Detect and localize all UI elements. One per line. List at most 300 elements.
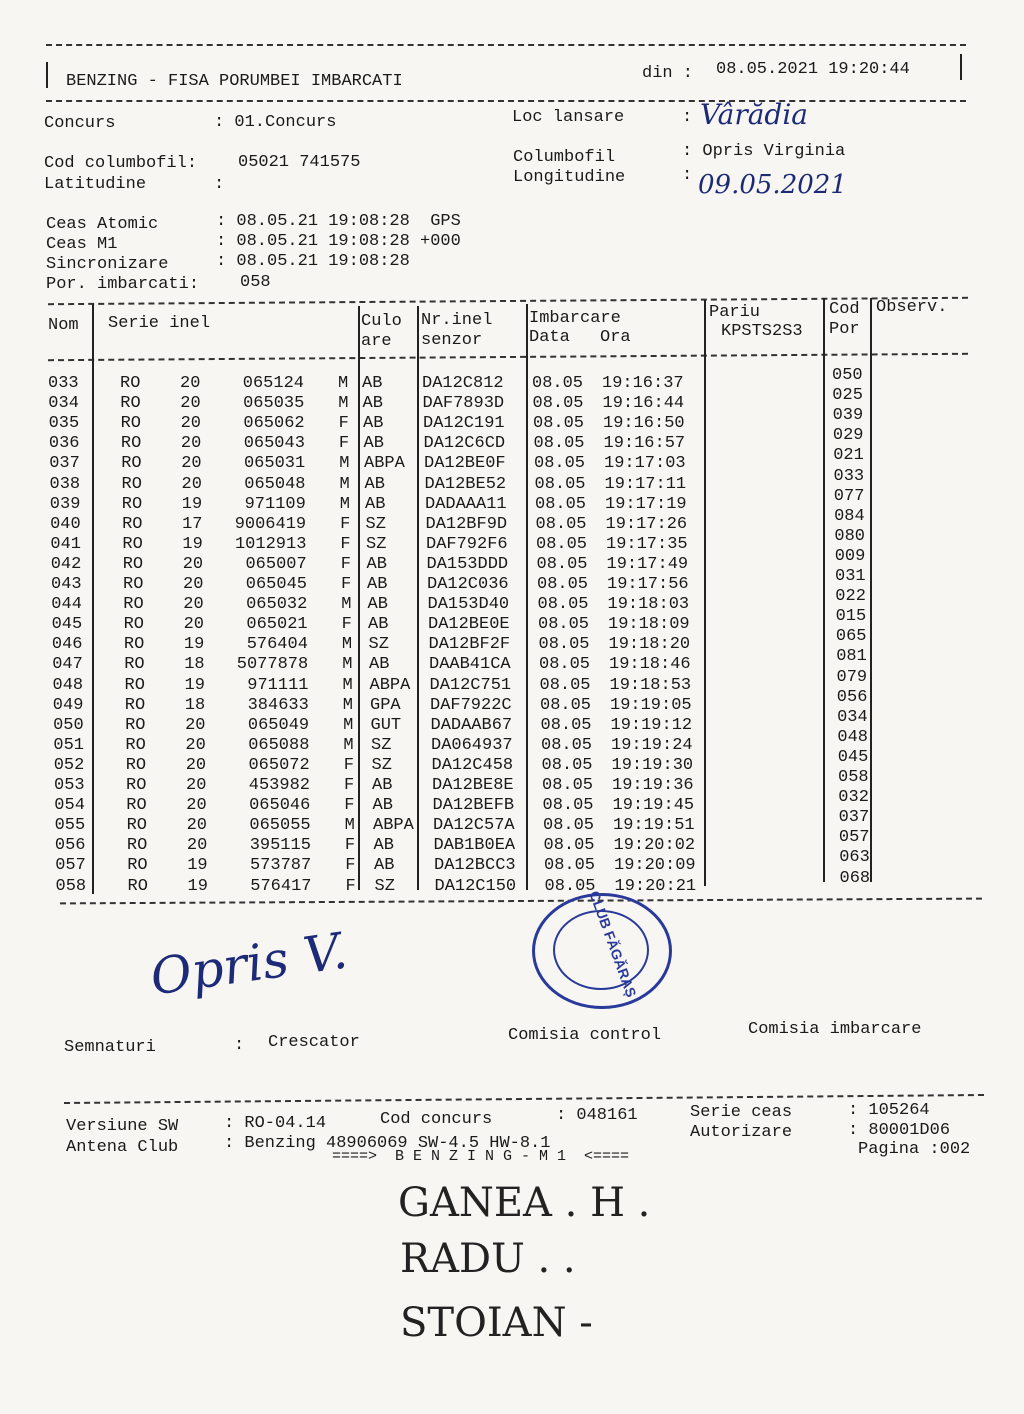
- table-row: [0, 466, 1024, 495]
- document-title: BENZING - FISA PORUMBEI IMBARCATI: [66, 72, 403, 91]
- cell-time: 19:17:03: [604, 454, 686, 474]
- cell-country: RO: [120, 374, 141, 393]
- cell-date: 08.05: [535, 494, 587, 514]
- cell-nom: 056: [54, 836, 86, 856]
- cell-country: RO: [120, 394, 141, 414]
- cell-date: 08.05: [537, 575, 589, 594]
- latitudine-value: :: [214, 175, 225, 194]
- sincronizare-value: : 08.05.21 19:08:28: [216, 252, 410, 271]
- table-row: [0, 848, 1024, 876]
- cell-date: 08.05: [543, 816, 595, 836]
- cell-time: 19:17:56: [607, 575, 689, 594]
- cell-ring-number: 065055: [249, 816, 311, 836]
- cell-sensor-ring: DA12C458: [431, 755, 514, 775]
- cell-ring-number: 065124: [242, 374, 304, 393]
- cell-cod-por: 022: [835, 587, 866, 607]
- cell-sensor-ring: DA064937: [431, 735, 513, 755]
- cell-color: AB: [368, 615, 389, 635]
- cell-color: AB: [363, 414, 384, 434]
- cell-country: RO: [121, 454, 142, 474]
- cell-year: 20: [180, 374, 201, 393]
- cell-country: RO: [126, 816, 147, 836]
- cell-sex: M: [341, 595, 352, 615]
- table-row: [0, 707, 1024, 736]
- colon: :: [682, 108, 693, 127]
- cell-year: 19: [187, 876, 208, 896]
- loc-lansare-label: Loc lansare: [512, 108, 625, 127]
- cell-nom: 041: [50, 534, 81, 554]
- table-row: [0, 546, 1024, 575]
- cell-country: RO: [122, 554, 144, 574]
- cell-country: RO: [125, 735, 146, 755]
- cell-sensor-ring: DA12BEFB: [432, 796, 515, 816]
- cell-date: 08.05: [535, 514, 587, 534]
- table-row: [0, 627, 1024, 655]
- col-header-serie-inel: Serie inel: [108, 314, 211, 333]
- cell-sensor-ring: DAF7922C: [430, 695, 512, 715]
- cell-color: AB: [373, 836, 394, 856]
- longitudine-value: :: [682, 166, 693, 185]
- cell-ring-number: 065007: [245, 554, 307, 574]
- col-header-culoare: Culo: [361, 312, 402, 331]
- cell-time: 19:19:36: [612, 776, 694, 795]
- loc-lansare-handwritten: Vârădia: [700, 98, 808, 131]
- cell-sensor-ring: DA12C751: [429, 675, 512, 695]
- cell-ring-number: 065045: [245, 575, 307, 594]
- cell-ring-number: 971111: [247, 675, 309, 695]
- cell-year: 20: [185, 715, 206, 735]
- cell-time: 19:19:30: [611, 755, 694, 775]
- cell-time: 19:17:49: [606, 554, 689, 574]
- comisia-imbarcare-label: Comisia imbarcare: [748, 1020, 922, 1039]
- cell-country: RO: [124, 675, 145, 695]
- cell-year: 17: [182, 514, 203, 534]
- cell-ring-number: 065062: [243, 414, 305, 434]
- cell-time: 19:17:35: [606, 534, 688, 554]
- cell-year: 20: [183, 615, 204, 635]
- cell-date: 08.05: [538, 615, 590, 635]
- cell-nom: 042: [50, 554, 82, 574]
- cell-country: RO: [122, 514, 143, 534]
- cell-year: 20: [180, 414, 201, 434]
- col-header-senzor: senzor: [421, 331, 483, 350]
- cell-sensor-ring: DADAAA11: [425, 494, 507, 514]
- cell-ring-number: 576404: [246, 635, 308, 655]
- table-row: [0, 426, 1024, 454]
- table-row: [0, 607, 1024, 635]
- cell-date: 08.05: [541, 755, 593, 775]
- cell-date: 08.05: [536, 554, 588, 574]
- cell-date: 08.05: [536, 534, 588, 554]
- cell-cod-por: 009: [834, 546, 866, 566]
- cell-ring-number: 065031: [243, 454, 306, 474]
- col-header-nom: Nom: [48, 316, 79, 335]
- cell-cod-por: 065: [835, 627, 867, 647]
- cell-nom: 047: [52, 655, 83, 675]
- committee-name-3: STOIAN -: [400, 1300, 593, 1346]
- cell-sex: F: [344, 836, 356, 856]
- por-imbarcati-value: 058: [240, 273, 271, 292]
- cell-sex: F: [338, 414, 349, 434]
- table-row: [0, 667, 1024, 696]
- cell-color: GUT: [370, 715, 402, 735]
- cell-date: 08.05: [542, 776, 594, 795]
- cell-nom: 036: [48, 434, 80, 454]
- cell-color: AB: [372, 796, 393, 816]
- cell-country: RO: [121, 494, 143, 514]
- cod-columbofil-label: Cod columbofil:: [44, 154, 198, 173]
- cell-cod-por: 081: [836, 647, 867, 667]
- cell-sex: M: [343, 735, 354, 755]
- cell-time: 19:17:11: [604, 474, 687, 494]
- table-row: [0, 788, 1024, 816]
- stamp-center-text: CLUB FĂGĂRAȘ: [586, 888, 640, 1000]
- table-row: [0, 506, 1024, 535]
- cell-nom: 044: [51, 595, 82, 615]
- cod-concurs-label: Cod concurs: [380, 1110, 493, 1129]
- cell-time: 19:18:20: [608, 635, 691, 655]
- autorizare-value: : 80001D06: [848, 1121, 951, 1140]
- cell-cod-por: 025: [832, 386, 863, 406]
- cell-sensor-ring: DAB1B0EA: [433, 836, 516, 856]
- cell-sex: M: [339, 454, 350, 474]
- cell-cod-por: 063: [839, 848, 870, 868]
- benzing-banner: ====> B E N Z I N G - M 1 <====: [332, 1148, 630, 1165]
- cell-sensor-ring: DA12BE0E: [428, 615, 510, 635]
- cell-date: 08.05: [532, 394, 584, 414]
- cell-sensor-ring: DA12BCC3: [434, 856, 516, 876]
- cell-ring-number: 971109: [244, 494, 306, 514]
- cell-sex: F: [341, 615, 352, 635]
- cell-color: AB: [372, 776, 393, 795]
- table-row: [0, 808, 1024, 836]
- cell-ring-number: 1012913: [234, 534, 307, 554]
- table-row: [0, 868, 1024, 897]
- cell-ring-number: 065043: [243, 434, 305, 454]
- cell-sensor-ring: DAF7893D: [422, 394, 505, 414]
- cod-concurs-value: : 048161: [556, 1106, 638, 1125]
- cell-sex: F: [340, 534, 351, 554]
- cell-ring-number: 065072: [248, 755, 310, 775]
- cell-cod-por: 079: [836, 667, 868, 687]
- cell-color: AB: [363, 434, 384, 454]
- cell-nom: 038: [49, 474, 81, 494]
- cell-nom: 050: [53, 715, 84, 735]
- cell-date: 08.05: [543, 836, 595, 856]
- cell-country: RO: [121, 474, 142, 494]
- cell-country: RO: [124, 655, 145, 675]
- cell-cod-por: 015: [835, 607, 867, 627]
- cell-year: 20: [186, 816, 207, 836]
- table-row: [0, 386, 1024, 414]
- cell-nom: 043: [51, 575, 82, 594]
- cell-sex: F: [340, 514, 351, 534]
- col-header-data: Data: [529, 328, 570, 347]
- serie-ceas-label: Serie ceas: [690, 1103, 793, 1122]
- cell-year: 20: [186, 836, 208, 856]
- cell-sex: F: [345, 856, 356, 876]
- cell-time: 19:19:05: [610, 695, 692, 715]
- cell-nom: 034: [48, 394, 79, 414]
- cell-time: 19:20:21: [614, 876, 697, 896]
- ceas-atomic-value: : 08.05.21 19:08:28 GPS: [216, 212, 461, 231]
- cell-cod-por: 032: [838, 788, 869, 808]
- cell-date: 08.05: [533, 434, 585, 454]
- cell-country: RO: [122, 534, 143, 554]
- cell-time: 19:20:02: [613, 836, 696, 856]
- table-row: [0, 647, 1024, 675]
- cell-nom: 049: [52, 695, 84, 715]
- col-header-culoare-2: are: [361, 332, 392, 351]
- cell-nom: 046: [51, 635, 83, 655]
- cell-ring-number: 453982: [248, 776, 310, 795]
- committee-name-1: GANEA . H .: [398, 1180, 651, 1226]
- cell-year: 20: [186, 776, 207, 795]
- table-row: [0, 446, 1024, 474]
- cell-sex: F: [340, 554, 351, 574]
- cod-columbofil-value: 05021 741575: [238, 153, 361, 172]
- cell-year: 19: [183, 635, 205, 655]
- cell-sex: F: [344, 796, 355, 816]
- cell-country: RO: [126, 776, 147, 795]
- antena-club-label: Antena Club: [66, 1138, 179, 1157]
- cell-ring-number: 065048: [244, 474, 306, 494]
- cell-cod-por: 034: [837, 707, 868, 727]
- table-row: [0, 526, 1024, 555]
- cell-sex: F: [344, 776, 355, 795]
- divider: [60, 898, 982, 905]
- divider: [46, 100, 966, 102]
- cell-color: AB: [362, 374, 383, 393]
- cell-sex: F: [338, 434, 350, 454]
- cell-sensor-ring: DA153DDD: [426, 554, 509, 574]
- cell-time: 19:19:51: [613, 816, 695, 836]
- col-header-nr-inel: Nr.inel: [421, 311, 493, 330]
- col-header-cod: Cod: [829, 300, 860, 319]
- cell-ring-number: 065049: [247, 715, 310, 735]
- divider: [46, 62, 48, 88]
- cell-sex: M: [342, 655, 353, 675]
- cell-sensor-ring: DA12BF2F: [428, 635, 511, 655]
- cell-sensor-ring: DAAB41CA: [429, 655, 511, 675]
- cell-sex: M: [339, 474, 350, 494]
- table-row: [0, 828, 1024, 856]
- cell-date: 08.05: [534, 474, 586, 494]
- cell-year: 20: [183, 595, 204, 615]
- col-header-pariu: Pariu: [709, 303, 761, 322]
- cell-sensor-ring: DA153D40: [427, 595, 510, 615]
- cell-color: AB: [366, 554, 387, 574]
- columbofil-label: Columbofil: [513, 148, 616, 167]
- cell-nom: 052: [53, 755, 85, 775]
- serie-ceas-value: : 105264: [848, 1101, 930, 1120]
- cell-ring-number: 065032: [246, 595, 308, 615]
- cell-cod-por: 039: [832, 406, 864, 426]
- cell-nom: 033: [48, 374, 79, 393]
- cell-date: 08.05: [539, 655, 591, 675]
- cell-year: 19: [181, 494, 203, 514]
- cell-time: 19:19:12: [610, 715, 693, 735]
- cell-nom: 040: [50, 514, 81, 534]
- cell-sensor-ring: DA12C812: [422, 374, 504, 393]
- cell-date: 08.05: [534, 454, 586, 474]
- cell-time: 19:18:03: [607, 595, 690, 615]
- cell-year: 20: [180, 434, 202, 454]
- cell-color: SZ: [365, 514, 386, 534]
- cell-country: RO: [120, 434, 142, 454]
- cell-nom: 035: [48, 414, 80, 434]
- cell-date: 08.05: [540, 715, 592, 735]
- cell-year: 20: [186, 796, 207, 816]
- cell-country: RO: [127, 856, 148, 876]
- cell-ring-number: 065088: [248, 735, 310, 755]
- din-label: din :: [642, 64, 694, 83]
- cell-cod-por: 031: [835, 567, 866, 586]
- autorizare-label: Autorizare: [690, 1123, 793, 1142]
- cell-color: AB: [364, 474, 385, 494]
- cell-time: 19:17:19: [605, 494, 687, 514]
- cell-date: 08.05: [544, 876, 596, 896]
- table-row: [0, 406, 1024, 434]
- sincronizare-label: Sincronizare: [46, 255, 169, 274]
- cell-sensor-ring: DADAAB67: [430, 715, 513, 735]
- cell-date: 08.05: [542, 796, 594, 816]
- table-row: [0, 727, 1024, 756]
- cell-sensor-ring: DA12BE8E: [432, 776, 514, 795]
- table-row: [0, 587, 1024, 615]
- por-imbarcati-label: Por. imbarcati:: [46, 275, 200, 294]
- cell-sensor-ring: DA12C191: [423, 414, 505, 434]
- cell-time: 19:16:57: [603, 434, 686, 454]
- cell-year: 18: [184, 655, 205, 675]
- cell-time: 19:18:53: [609, 675, 692, 695]
- cell-year: 20: [181, 454, 202, 474]
- cell-year: 19: [182, 534, 203, 554]
- cell-sex: M: [342, 675, 353, 695]
- cell-nom: 037: [49, 454, 80, 474]
- cell-year: 20: [183, 575, 204, 594]
- cell-sex: F: [345, 876, 356, 896]
- cell-sensor-ring: DA12C036: [427, 575, 509, 594]
- cell-color: ABPA: [369, 675, 411, 695]
- cell-country: RO: [124, 695, 146, 715]
- col-header-observ: Observ.: [876, 298, 948, 317]
- cell-cod-por: 050: [832, 366, 863, 385]
- cell-country: RO: [125, 755, 147, 775]
- antena-club-value: : Benzing 48906069 SW-4.5 HW-8.1: [224, 1134, 551, 1153]
- cell-color: AB: [369, 655, 390, 675]
- cell-time: 19:20:09: [614, 856, 696, 876]
- cell-nom: 039: [49, 494, 81, 514]
- cell-country: RO: [120, 414, 141, 434]
- semnaturi-label: Semnaturi: [64, 1038, 156, 1057]
- cell-cod-por: 021: [833, 446, 864, 466]
- cell-cod-por: 037: [838, 808, 870, 828]
- handwritten-date: 09.05.2021: [698, 170, 847, 200]
- cell-color: SZ: [368, 635, 389, 655]
- din-value: 08.05.2021 19:20:44: [716, 60, 910, 79]
- crescator-signature: Opris V.: [146, 921, 351, 1007]
- cell-date: 08.05: [538, 635, 590, 655]
- cell-color: SZ: [366, 534, 387, 554]
- cell-cod-por: 056: [836, 687, 868, 707]
- cell-date: 08.05: [544, 856, 596, 876]
- cell-date: 08.05: [532, 374, 584, 393]
- cell-year: 20: [185, 735, 206, 755]
- table-row: [0, 486, 1024, 515]
- cell-time: 19:16:50: [603, 414, 685, 434]
- cell-cod-por: 045: [837, 747, 869, 767]
- cell-time: 19:18:09: [608, 615, 690, 635]
- cell-cod-por: 068: [839, 868, 871, 888]
- cell-color: AB: [367, 575, 388, 594]
- cell-sensor-ring: DA12BF9D: [425, 514, 508, 534]
- concurs-value: : 01.Concurs: [214, 113, 337, 132]
- cell-sex: M: [338, 394, 349, 414]
- cell-ring-number: 9006419: [234, 514, 307, 534]
- cell-time: 19:19:45: [612, 796, 695, 816]
- cell-ring-number: 065046: [249, 796, 311, 816]
- table-row: [0, 366, 1024, 394]
- ceas-m1-value: : 08.05.21 19:08:28 +000: [216, 232, 461, 251]
- cell-year: 20: [182, 554, 204, 574]
- cell-sex: M: [342, 695, 353, 715]
- table-row: [0, 567, 1024, 595]
- longitudine-label: Longitudine: [513, 168, 626, 187]
- cell-color: SZ: [371, 755, 392, 775]
- cell-country: RO: [127, 876, 148, 896]
- cell-sensor-ring: DA12C150: [434, 876, 517, 896]
- committee-name-2: RADU . .: [400, 1236, 576, 1282]
- cell-year: 18: [184, 695, 206, 715]
- col-header-kpsts2s3: KPSTS2S3: [721, 322, 803, 341]
- cell-color: AB: [365, 494, 386, 514]
- cell-sex: M: [341, 635, 353, 655]
- cell-sex: M: [339, 494, 350, 514]
- cell-cod-por: 077: [833, 486, 865, 506]
- cell-color: AB: [374, 856, 395, 876]
- cell-sensor-ring: DA12BE52: [424, 474, 507, 494]
- table-row: [0, 687, 1024, 716]
- table-row: [0, 768, 1024, 796]
- cell-sex: F: [343, 755, 354, 775]
- comisia-control-label: Comisia control: [508, 1026, 662, 1045]
- cell-time: 19:16:44: [602, 394, 685, 414]
- cell-color: SZ: [374, 876, 395, 896]
- cell-country: RO: [126, 796, 147, 816]
- cell-color: ABPA: [364, 454, 405, 474]
- cell-date: 08.05: [539, 675, 591, 695]
- columbofil-value: : Opris Virginia: [682, 142, 846, 161]
- cell-date: 08.05: [533, 414, 585, 434]
- cell-sensor-ring: DAF792F6: [426, 534, 508, 554]
- divider: [46, 44, 966, 46]
- cell-cod-por: 057: [838, 828, 870, 848]
- cell-cod-por: 058: [838, 768, 869, 787]
- table-row: [0, 747, 1024, 776]
- cell-ring-number: 065035: [243, 394, 305, 414]
- cell-cod-por: 048: [837, 727, 868, 747]
- cell-nom: 051: [53, 735, 84, 755]
- cell-country: RO: [123, 575, 144, 594]
- page-number: Pagina :002: [858, 1140, 971, 1159]
- cell-year: 20: [185, 755, 207, 775]
- cell-time: 19:16:37: [602, 374, 684, 393]
- col-header-por: Por: [829, 320, 860, 339]
- cell-nom: 058: [55, 876, 87, 896]
- cell-ring-number: 384633: [247, 695, 309, 715]
- cell-date: 08.05: [537, 595, 589, 615]
